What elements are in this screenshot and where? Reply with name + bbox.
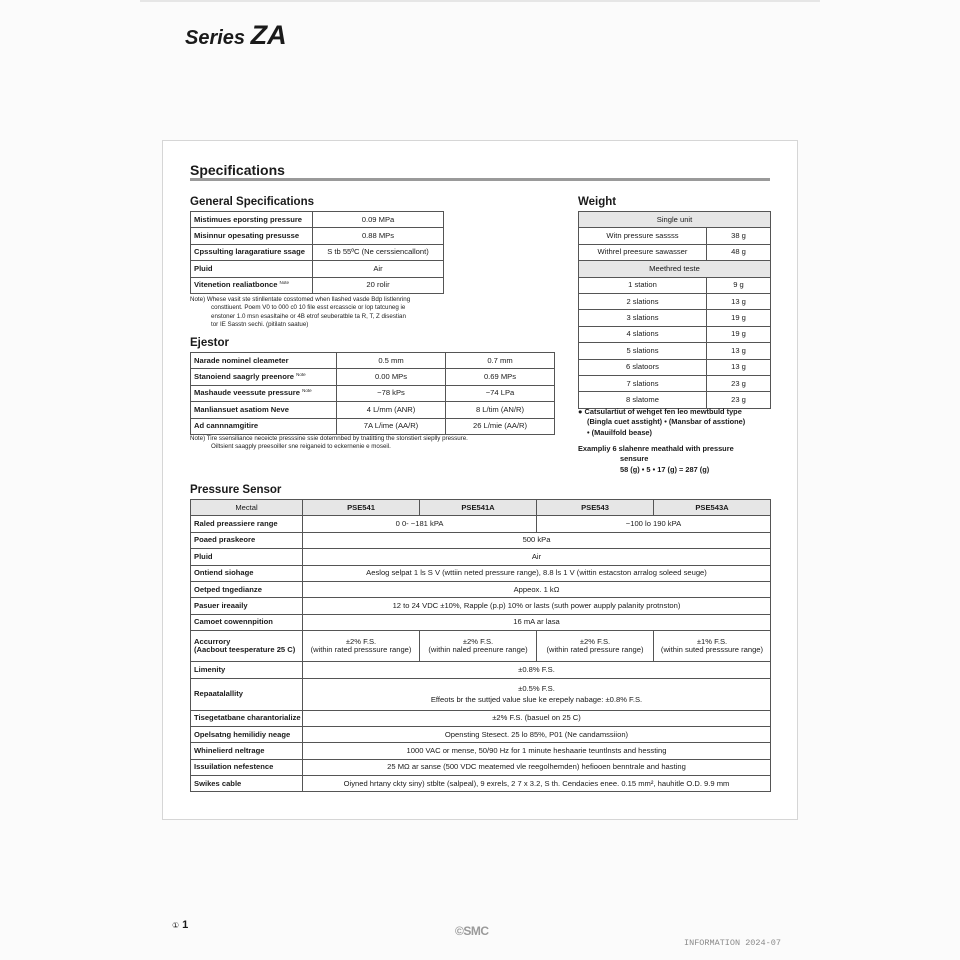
row-label: Issuilation nefestence: [191, 759, 303, 775]
table-row: [579, 359, 771, 375]
model-label: Mectal: [191, 500, 303, 516]
page-marker-icon: ①: [172, 921, 180, 930]
row-value: ±2% F.S. (basuel on 25 C): [303, 710, 771, 726]
value-line: ±2% F.S.: [345, 637, 377, 647]
table-row: [191, 369, 555, 385]
row-value: ±0.8% F.S.: [303, 662, 771, 678]
table-row: [579, 261, 771, 277]
row-label: Misinnur opesating presusse: [191, 228, 313, 244]
label-text: Mashaude veessute pressure: [194, 388, 300, 398]
row-value: 1000 VAC or mense, 50/90 Hz for 1 minute heshaarie teuntlnsts and hessting: [303, 743, 771, 759]
series-prefix: Series: [185, 27, 251, 49]
row-value: 19 g: [707, 326, 771, 342]
table-row: [191, 261, 444, 277]
note-line: 58 (g) • 5 • 17 (g) = 287 (g): [620, 464, 710, 474]
pressure-sensor-title: Pressure Sensor: [190, 484, 282, 496]
value-line: ±2% F.S.: [462, 637, 494, 647]
table-row: [191, 726, 771, 742]
row-label: Opelsatng hemilidiy neage: [191, 726, 303, 742]
row-value: 8 L/tim (AN/R): [446, 402, 555, 418]
row-value: Opensting Stesect. 25 lo 85%, P01 (Ne candamssiion): [303, 726, 771, 742]
value-line: Effeots br the suttjed value slue ke erepely nabage: ±0.8% F.S.: [430, 695, 643, 705]
row-label: Ad cannnamgitire: [191, 418, 337, 434]
model-col: PSE541: [303, 500, 420, 516]
value-sub: (within rated pressure range): [546, 645, 644, 655]
row-label: Withrel preesure sawasser: [579, 244, 707, 260]
row-value: −74 LPa: [446, 385, 555, 401]
row-label: Pluid: [191, 549, 303, 565]
row-value: 0.00 MPs: [337, 369, 446, 385]
row-label: Cpssulting laragaratiure ssage: [191, 244, 313, 260]
note-line: • (Mauilfold bease): [587, 427, 653, 437]
row-value: 26 L/mie (AA/R): [446, 418, 555, 434]
table-row: [191, 500, 771, 516]
table-row: [191, 581, 771, 597]
table-row: [191, 244, 444, 260]
table-row: [191, 776, 771, 792]
note-mark: Note: [302, 388, 312, 394]
row-label: 1 station: [579, 277, 707, 293]
label-text: Vitenetion realiatbonce: [194, 280, 278, 290]
value-line: ±2% F.S.: [579, 637, 611, 647]
value-sub: (within suted presssure range): [660, 645, 764, 655]
table-row: [579, 212, 771, 228]
general-title: General Specifications: [190, 196, 314, 208]
row-label: 8 slatome: [579, 392, 707, 408]
row-value: 9 g: [707, 277, 771, 293]
row-value: 4 L/mm (ANR): [337, 402, 446, 418]
model-col: PSE543A: [654, 500, 771, 516]
table-row: [191, 353, 555, 369]
row-value: 13 g: [707, 293, 771, 309]
table-row: [579, 228, 771, 244]
page-number: [172, 919, 188, 931]
specifications-heading: Specifications: [190, 162, 285, 178]
bullet-icon: ●: [578, 407, 583, 416]
note-mark: Note: [296, 372, 306, 378]
row-value: 23 g: [707, 375, 771, 391]
row-label: Camoet cowennpition: [191, 614, 303, 630]
row-label: Tisegetatbane charantorialize: [191, 710, 303, 726]
ejector-table: [190, 352, 555, 435]
row-label: [191, 631, 303, 662]
ejector-note: [190, 435, 560, 452]
row-value: 12 to 24 VDC ±10%, Rapple (p.p) 10% or lasts (suth power aupply palanity protnston): [303, 598, 771, 614]
row-label: Pasuer ireaaily: [191, 598, 303, 614]
row-label: 4 slations: [579, 326, 707, 342]
table-row: [579, 277, 771, 293]
row-label: Oetped tngedianze: [191, 581, 303, 597]
note-label: Note): [190, 296, 206, 303]
row-label: 7 slations: [579, 375, 707, 391]
table-row: [579, 293, 771, 309]
calc-note: [578, 407, 778, 438]
table-row: [191, 549, 771, 565]
row-label: Ontiend siohage: [191, 565, 303, 581]
weight-notes: [578, 407, 778, 475]
row-value: −78 kPs: [337, 385, 446, 401]
table-row: [191, 385, 555, 401]
table-row: [579, 343, 771, 359]
row-value: 25 MΩ ar sanse (500 VDC meatemed vle reegolhemden) hefiooen benntrale and hasting: [303, 759, 771, 775]
row-value: 19 g: [707, 310, 771, 326]
page-number-value: 1: [182, 919, 189, 931]
row-value: 13 g: [707, 343, 771, 359]
row-value: 23 g: [707, 392, 771, 408]
table-row: [191, 759, 771, 775]
row-label: [191, 369, 337, 385]
row-label: 6 slatoors: [579, 359, 707, 375]
row-value: 0.7 mm: [446, 353, 555, 369]
weight-title: Weight: [578, 196, 617, 208]
row-label: Limenity: [191, 662, 303, 678]
table-row: [191, 678, 771, 710]
row-value: Oiyned hrtany ckty siny) stblte (salpeal), 9 exrels, 2 7 x 3.2, S th. Cendacies enee. 0.15 mm², hauhitle O.D. 9.9 mm: [303, 776, 771, 792]
row-value: [303, 631, 420, 662]
table-row: [191, 212, 444, 228]
general-note: [190, 296, 452, 329]
label-text: Stanoiend saagrly preenore: [194, 372, 295, 382]
note-line: Tire ssensiliance neceicte presssine ssie dotemnbed by tnatitting the stonstiert sieplly pressure.: [206, 435, 468, 442]
general-spec-table: [190, 211, 444, 294]
table-row: [191, 743, 771, 759]
row-label: Swikes cable: [191, 776, 303, 792]
row-value: 0.69 MPs: [446, 369, 555, 385]
note-line: consttiuent. Poem V0 to 000 c0 10 file esst ercasscie or lop tatcuneg ie: [211, 304, 406, 312]
manifold-header: Meethred teste: [579, 261, 771, 277]
row-label: 2 slations: [579, 293, 707, 309]
heading-rule: [190, 178, 770, 181]
row-value: S tb 55ºC (Ne cerssiencallont): [313, 244, 444, 260]
table-row: [191, 532, 771, 548]
table-row: [579, 326, 771, 342]
row-label: [191, 277, 313, 293]
row-value: 500 kPa: [303, 532, 771, 548]
value-sub: (within naled preenure range): [428, 645, 528, 655]
note-line: (Bingla cuet asstight) • (Mansbar of asstione): [587, 417, 746, 427]
row-value: −100 lo 190 kPA: [537, 516, 771, 532]
single-unit-header: Single unit: [579, 212, 771, 228]
row-label: Witn pressure sassss: [579, 228, 707, 244]
top-rule: [140, 0, 820, 2]
note-mark: Note: [279, 280, 290, 286]
note-line: Catsulartiut of wehget fen leo mewtbuld type: [584, 407, 742, 416]
row-label: Poaed praskeore: [191, 532, 303, 548]
value-line: ±0.5% F.S.: [518, 684, 555, 694]
row-value: 0.09 MPa: [313, 212, 444, 228]
row-value: Air: [303, 549, 771, 565]
row-label: Raled preassiere range: [191, 516, 303, 532]
model-col: PSE543: [537, 500, 654, 516]
table-row: [579, 375, 771, 391]
row-value: Air: [313, 261, 444, 277]
table-row: [191, 516, 771, 532]
row-value: [303, 678, 771, 710]
table-row: [191, 598, 771, 614]
weight-table: [578, 211, 771, 409]
note-label: Note): [190, 435, 206, 442]
table-row: [191, 662, 771, 678]
pressure-sensor-table: [190, 499, 771, 792]
row-label: Whinelierd neltrage: [191, 743, 303, 759]
table-row: [579, 244, 771, 260]
row-value: 38 g: [707, 228, 771, 244]
smc-logo: ©SMC: [455, 924, 489, 938]
row-value: 7A L/ime (AA/R): [337, 418, 446, 434]
table-row: [191, 710, 771, 726]
label-line: (Aacbout teesperature 25 C): [194, 645, 296, 655]
note-line: tor IE Sasstn sechi. (pitilatn saatue): [211, 321, 309, 329]
note-line: enstoner 1.0 msn esasltaihe or 4B etrof seuberatble ta R, T, Z disestian: [211, 312, 406, 320]
row-value: 48 g: [707, 244, 771, 260]
row-value: [537, 631, 654, 662]
row-label: 3 slations: [579, 310, 707, 326]
row-value: 0.88 MPs: [313, 228, 444, 244]
table-row: [579, 392, 771, 408]
table-row: [191, 631, 771, 662]
value-sub: (within rated presssure range): [310, 645, 412, 655]
note-line: Exampliy 6 slahenre meathald with pressure: [578, 444, 734, 454]
value-line: ±1% F.S.: [696, 637, 728, 647]
table-row: [579, 310, 771, 326]
ejector-title: Ejestor: [190, 337, 229, 349]
table-row: [191, 402, 555, 418]
row-label: Narade nominel cleameter: [191, 353, 337, 369]
row-value: Aeslog selpat 1 ls S V (wttiin neted pressure range), 8.8 ls 1 V (wittin estacston arralog soleed seuge): [303, 565, 771, 581]
series-title: [185, 20, 287, 51]
model-col: PSE541A: [420, 500, 537, 516]
row-value: 13 g: [707, 359, 771, 375]
label-line: Accurrory: [194, 637, 231, 647]
example-note: [578, 444, 778, 475]
row-label: Mistimues eporsting pressure: [191, 212, 313, 228]
footer-info: INFORMATION 2024-07: [684, 938, 781, 948]
row-label: Pluid: [191, 261, 313, 277]
row-value: Appeox. 1 kΩ: [303, 581, 771, 597]
row-value: 0 0- −181 kPA: [303, 516, 537, 532]
table-row: [191, 565, 771, 581]
row-label: Repaatalallity: [191, 678, 303, 710]
row-label: Manliansuet asatiom Neve: [191, 402, 337, 418]
note-line: Oiltsient saagply preesoiller sne reiganeid to eckernenie e moseil.: [211, 443, 391, 451]
table-row: [191, 614, 771, 630]
note-line: sensure: [620, 454, 649, 464]
row-value: 0.5 mm: [337, 353, 446, 369]
note-line: Whese vasit ste stinllentate cosstomed when llashed vasde Bdp listlenring: [206, 296, 411, 303]
table-row: [191, 418, 555, 434]
table-row: [191, 277, 444, 293]
row-value: 20 rolir: [313, 277, 444, 293]
series-name: ZA: [250, 20, 287, 50]
row-label: 5 slations: [579, 343, 707, 359]
row-value: [420, 631, 537, 662]
table-row: [191, 228, 444, 244]
row-value: 16 mA ar lasa: [303, 614, 771, 630]
row-value: [654, 631, 771, 662]
row-label: [191, 385, 337, 401]
